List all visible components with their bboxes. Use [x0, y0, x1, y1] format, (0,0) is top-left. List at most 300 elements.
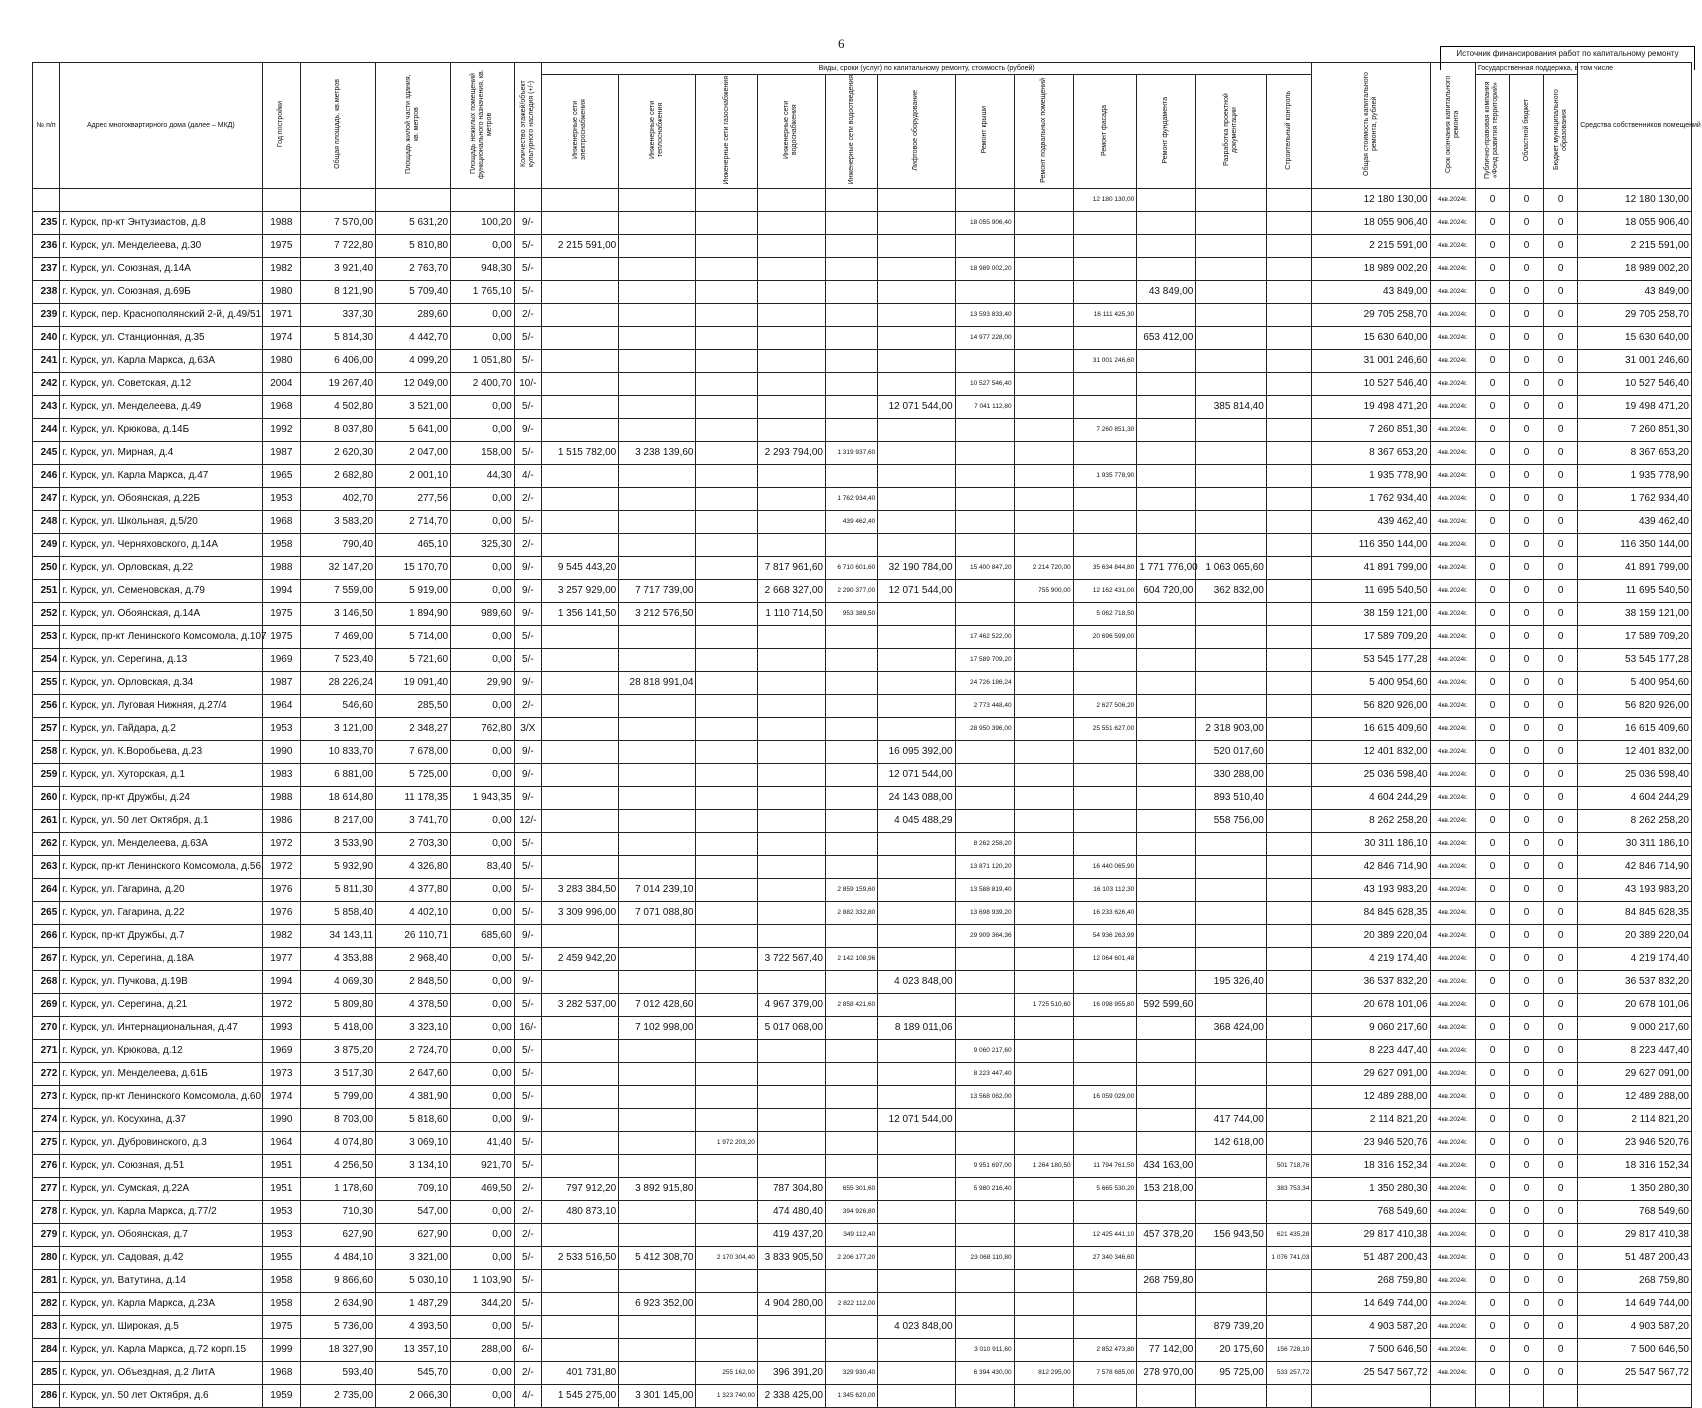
cell-design: 385 814,40 — [1196, 396, 1266, 419]
cell-nonres-area: 989,60 — [451, 603, 515, 626]
cell-living-area: 5 709,40 — [376, 281, 451, 304]
cell-basement — [1014, 212, 1073, 235]
cell-regional: 0 — [1510, 994, 1544, 1017]
cell-lift — [878, 442, 955, 465]
table-row — [33, 1224, 1692, 1247]
cell-municipal: 0 — [1544, 879, 1578, 902]
cell-heat — [619, 212, 696, 235]
cell-fund: 0 — [1475, 1339, 1509, 1362]
cell-regional: 0 — [1510, 189, 1544, 212]
cell-roof — [955, 810, 1014, 833]
cell-sewer — [826, 1040, 878, 1063]
cell-municipal: 0 — [1544, 925, 1578, 948]
cell-fund: 0 — [1475, 212, 1509, 235]
cell-municipal: 0 — [1544, 373, 1578, 396]
cell-nonres-area: 0,00 — [451, 419, 515, 442]
cell-total-area: 4 502,80 — [301, 396, 376, 419]
table-row — [33, 810, 1692, 833]
cell-lift — [878, 948, 955, 971]
cell-term: 4кв.2024г. — [1430, 1339, 1475, 1362]
cell-basement: 1 264 180,50 — [1014, 1155, 1073, 1178]
cell-year: 1968 — [262, 1362, 301, 1385]
cell-sewer — [826, 534, 878, 557]
cell-addr: г. Курск, ул. Черняховского, д.14А — [60, 534, 262, 557]
cell-foundation — [1137, 465, 1196, 488]
cell-term: 4кв.2024г. — [1430, 1155, 1475, 1178]
cell-addr: г. Курск, ул. Серегина, д.18А — [60, 948, 262, 971]
cell-total-cost: 12 489 288,00 — [1312, 1086, 1430, 1109]
cell-electro — [541, 695, 618, 718]
cell-gas — [696, 396, 757, 419]
cell-lift — [878, 511, 955, 534]
cell-term: 4кв.2024г. — [1430, 879, 1475, 902]
cell-living-area: 627,90 — [376, 1224, 451, 1247]
cell-living-area: 3 069,10 — [376, 1132, 451, 1155]
cell-lift — [878, 1293, 955, 1316]
cell-living-area: 15 170,70 — [376, 557, 451, 580]
cell-heat — [619, 1224, 696, 1247]
cell-heat — [619, 718, 696, 741]
cell-facade: 27 340 346,60 — [1073, 1247, 1137, 1270]
cell-electro — [541, 1339, 618, 1362]
cell-floors: 5/- — [514, 442, 541, 465]
cell-roof — [955, 1132, 1014, 1155]
cell-fund: 0 — [1475, 1178, 1509, 1201]
cell-fund: 0 — [1475, 948, 1509, 971]
cell-regional: 0 — [1510, 465, 1544, 488]
cell-no: 237 — [33, 258, 60, 281]
cell-design — [1196, 1155, 1266, 1178]
cell-roof: 13 871 120,20 — [955, 856, 1014, 879]
cell-total-cost: 12 401 832,00 — [1312, 741, 1430, 764]
cell-electro — [541, 764, 618, 787]
cell-fund: 0 — [1475, 1155, 1509, 1178]
cell-regional: 0 — [1510, 350, 1544, 373]
cell-design — [1196, 603, 1266, 626]
cell-addr: г. Курск, ул. Карла Маркса, д.63А — [60, 350, 262, 373]
cell-municipal: 0 — [1544, 1362, 1578, 1385]
cell-floors: 5/- — [514, 879, 541, 902]
cell-heat — [619, 810, 696, 833]
cell-design — [1196, 948, 1266, 971]
cell-owners: 12 401 832,00 — [1578, 741, 1692, 764]
cell-nonres-area: 29,90 — [451, 672, 515, 695]
cell-gas — [696, 1040, 757, 1063]
cell-lift — [878, 1040, 955, 1063]
cell-regional: 0 — [1510, 1224, 1544, 1247]
cell-facade — [1073, 833, 1137, 856]
cell-heat: 6 923 352,00 — [619, 1293, 696, 1316]
cell-total-cost: 41 891 799,00 — [1312, 557, 1430, 580]
cell-design — [1196, 1247, 1266, 1270]
cell-regional — [1510, 1385, 1544, 1408]
cell-floors: 2/- — [514, 1362, 541, 1385]
cell-living-area: 2 714,70 — [376, 511, 451, 534]
cell-year: 2004 — [262, 373, 301, 396]
cell-roof — [955, 1109, 1014, 1132]
cell-no: 248 — [33, 511, 60, 534]
cell-fund: 0 — [1475, 1362, 1509, 1385]
header-address: Адрес многоквартирного дома (далее – МКД) — [60, 63, 262, 189]
cell-no: 283 — [33, 1316, 60, 1339]
cell-facade — [1073, 373, 1137, 396]
cell-heat — [619, 373, 696, 396]
cell-water — [757, 1316, 825, 1339]
cell-facade: 5 665 530,20 — [1073, 1178, 1137, 1201]
cell-lift: 12 071 544,00 — [878, 1109, 955, 1132]
cell-total-cost: 11 695 540,50 — [1312, 580, 1430, 603]
cell-term: 4кв.2024г. — [1430, 580, 1475, 603]
cell-floors: 5/- — [514, 1063, 541, 1086]
cell-total-area: 7 523,40 — [301, 649, 376, 672]
cell-control — [1266, 994, 1312, 1017]
cell-facade — [1073, 1270, 1137, 1293]
cell-water — [757, 1155, 825, 1178]
cell-basement: 755 900,00 — [1014, 580, 1073, 603]
cell-roof: 29 909 364,36 — [955, 925, 1014, 948]
cell-control — [1266, 810, 1312, 833]
cell-sewer — [826, 718, 878, 741]
cell-addr: г. Курск, ул. Союзная, д.51 — [60, 1155, 262, 1178]
cell-total-cost: 25 036 598,40 — [1312, 764, 1430, 787]
cell-water — [757, 649, 825, 672]
cell-nonres-area: 0,00 — [451, 1201, 515, 1224]
cell-electro — [541, 488, 618, 511]
cell-gas — [696, 442, 757, 465]
cell-term: 4кв.2024г. — [1430, 350, 1475, 373]
cell-term: 4кв.2024г. — [1430, 419, 1475, 442]
cell-regional: 0 — [1510, 649, 1544, 672]
cell-floors: 5/- — [514, 327, 541, 350]
cell-owners: 4 903 587,20 — [1578, 1316, 1692, 1339]
cell-sewer — [826, 925, 878, 948]
cell-lift — [878, 235, 955, 258]
table-row — [33, 281, 1692, 304]
cell-living-area: 4 378,50 — [376, 994, 451, 1017]
cell-electro — [541, 1155, 618, 1178]
cell-lift — [878, 994, 955, 1017]
cell-floors: 2/- — [514, 488, 541, 511]
cell-term: 4кв.2024г. — [1430, 373, 1475, 396]
cell-design: 20 175,60 — [1196, 1339, 1266, 1362]
cell-roof — [955, 971, 1014, 994]
cell-heat: 7 012 428,60 — [619, 994, 696, 1017]
cell-floors: 12/- — [514, 810, 541, 833]
table-row — [33, 419, 1692, 442]
cell-total-area: 3 533,90 — [301, 833, 376, 856]
cell-addr: г. Курск, ул. Менделеева, д.30 — [60, 235, 262, 258]
cell-facade: 5 062 718,50 — [1073, 603, 1137, 626]
cell-nonres-area: 0,00 — [451, 695, 515, 718]
cell-nonres-area: 0,00 — [451, 1385, 515, 1408]
cell-owners — [1578, 1385, 1692, 1408]
cell-heat — [619, 327, 696, 350]
cell-sewer: 394 926,80 — [826, 1201, 878, 1224]
cell-facade — [1073, 1063, 1137, 1086]
cell-sewer — [826, 626, 878, 649]
cell-nonres-area: 0,00 — [451, 488, 515, 511]
cell-municipal: 0 — [1544, 718, 1578, 741]
cell-water — [757, 419, 825, 442]
cell-water — [757, 971, 825, 994]
cell-regional: 0 — [1510, 281, 1544, 304]
cell-year: 1958 — [262, 1270, 301, 1293]
cell-owners: 10 527 546,40 — [1578, 373, 1692, 396]
cell-design — [1196, 672, 1266, 695]
table-row — [33, 235, 1692, 258]
cell-nonres-area: 0,00 — [451, 1109, 515, 1132]
cell-owners: 18 316 152,34 — [1578, 1155, 1692, 1178]
cell-facade: 1 935 778,90 — [1073, 465, 1137, 488]
cell-lift: 4 045 488,29 — [878, 810, 955, 833]
cell-no: 279 — [33, 1224, 60, 1247]
cell-gas — [696, 695, 757, 718]
cell-basement — [1014, 603, 1073, 626]
cell-electro — [541, 1109, 618, 1132]
cell-gas — [696, 1109, 757, 1132]
cell-facade — [1073, 1293, 1137, 1316]
cell-total-area: 34 143,11 — [301, 925, 376, 948]
cell-roof — [955, 1385, 1014, 1408]
cell-addr: г. Курск, ул. Гагарина, д.22 — [60, 902, 262, 925]
cell-total-cost: 7 260 851,30 — [1312, 419, 1430, 442]
cell-regional: 0 — [1510, 1362, 1544, 1385]
cell-total-cost: 4 219 174,40 — [1312, 948, 1430, 971]
cell-lift — [878, 672, 955, 695]
cell-fund: 0 — [1475, 534, 1509, 557]
cell-control — [1266, 1132, 1312, 1155]
cell-total-area: 4 069,30 — [301, 971, 376, 994]
table-row — [33, 327, 1692, 350]
cell-total-area: 3 121,00 — [301, 718, 376, 741]
cell-basement — [1014, 1017, 1073, 1040]
cell-nonres-area: 0,00 — [451, 1224, 515, 1247]
cell-roof: 28 950 396,00 — [955, 718, 1014, 741]
cell-living-area: 1 894,90 — [376, 603, 451, 626]
table-row — [33, 672, 1692, 695]
cell-facade — [1073, 212, 1137, 235]
cell-living-area: 4 442,70 — [376, 327, 451, 350]
cell-owners: 5 400 954,60 — [1578, 672, 1692, 695]
cell-roof — [955, 442, 1014, 465]
cell-basement — [1014, 810, 1073, 833]
cell-control: 383 753,34 — [1266, 1178, 1312, 1201]
cell-nonres-area: 0,00 — [451, 1040, 515, 1063]
table-row-carryover — [33, 189, 1692, 212]
cell-sewer — [826, 373, 878, 396]
cell-addr: г. Курск, ул. Дубровинского, д.3 — [60, 1132, 262, 1155]
cell-electro — [541, 465, 618, 488]
cell-term — [1430, 1385, 1475, 1408]
cell-addr: г. Курск, пер. Краснополянский 2-й, д.49/51 — [60, 304, 262, 327]
cell-term: 4кв.2024г. — [1430, 787, 1475, 810]
cell-living-area: 5 810,80 — [376, 235, 451, 258]
cell-total-area: 1 178,60 — [301, 1178, 376, 1201]
cell-basement — [1014, 419, 1073, 442]
cell-floors: 2/- — [514, 1201, 541, 1224]
cell-nonres-area: 0,00 — [451, 626, 515, 649]
cell-lift — [878, 1063, 955, 1086]
cell-nonres-area: 948,30 — [451, 258, 515, 281]
cell-total-cost: 2 114 821,20 — [1312, 1109, 1430, 1132]
cell-fund: 0 — [1475, 1316, 1509, 1339]
cell-control — [1266, 488, 1312, 511]
cell-control — [1266, 419, 1312, 442]
cell-design — [1196, 534, 1266, 557]
cell-year: 1980 — [262, 281, 301, 304]
cell-term: 4кв.2024г. — [1430, 1293, 1475, 1316]
cell-facade: 12 425 441,10 — [1073, 1224, 1137, 1247]
cell-nonres-area: 0,00 — [451, 1063, 515, 1086]
cell-sewer — [826, 1339, 878, 1362]
cell-heat: 3 212 576,50 — [619, 603, 696, 626]
cell-total-area: 5 799,00 — [301, 1086, 376, 1109]
cell-fund: 0 — [1475, 350, 1509, 373]
funding-sources-header: Источник финансирования работ по капитальному ремонту — [1440, 46, 1695, 70]
cell-regional: 0 — [1510, 396, 1544, 419]
cell-electro: 1 515 782,00 — [541, 442, 618, 465]
cell-year: 1992 — [262, 419, 301, 442]
table-row — [33, 741, 1692, 764]
cell-gas — [696, 1270, 757, 1293]
cell-term: 4кв.2024г. — [1430, 189, 1475, 212]
table-row — [33, 1316, 1692, 1339]
cell-design — [1196, 1270, 1266, 1293]
cell-no: 243 — [33, 396, 60, 419]
cell-total-cost: 14 649 744,00 — [1312, 1293, 1430, 1316]
cell-no: 249 — [33, 534, 60, 557]
cell-year: 1969 — [262, 649, 301, 672]
table-row — [33, 1155, 1692, 1178]
cell-roof: 3 010 911,60 — [955, 1339, 1014, 1362]
cell-water — [757, 856, 825, 879]
cell-foundation — [1137, 1017, 1196, 1040]
cell-fund: 0 — [1475, 1063, 1509, 1086]
cell-term: 4кв.2024г. — [1430, 557, 1475, 580]
cell-heat — [619, 1270, 696, 1293]
table-row — [33, 718, 1692, 741]
cell-water — [757, 1339, 825, 1362]
cell-nonres-area: 2 400,70 — [451, 373, 515, 396]
cell-fund: 0 — [1475, 1109, 1509, 1132]
cell-gas — [696, 1316, 757, 1339]
cell-year: 1973 — [262, 1063, 301, 1086]
cell-addr: г. Курск, ул. Станционная, д.35 — [60, 327, 262, 350]
cell-living-area: 1 487,29 — [376, 1293, 451, 1316]
cell-total-cost: 29 705 258,70 — [1312, 304, 1430, 327]
cell-lift: 12 071 544,00 — [878, 396, 955, 419]
cell-sewer — [826, 741, 878, 764]
cell-term: 4кв.2024г. — [1430, 971, 1475, 994]
cell-year: 1959 — [262, 1385, 301, 1408]
cell-electro — [541, 350, 618, 373]
cell-foundation: 457 378,20 — [1137, 1224, 1196, 1247]
cell-addr: г. Курск, ул. Школьная, д.5/20 — [60, 511, 262, 534]
cell-term: 4кв.2024г. — [1430, 488, 1475, 511]
cell-owners: 18 055 906,40 — [1578, 212, 1692, 235]
cell-total-cost: 12 180 130,00 — [1312, 189, 1430, 212]
cell-basement — [1014, 1385, 1073, 1408]
cell-foundation: 592 599,60 — [1137, 994, 1196, 1017]
cell-basement — [1014, 1270, 1073, 1293]
cell-sewer — [826, 764, 878, 787]
cell-foundation — [1137, 1201, 1196, 1224]
cell-foundation — [1137, 718, 1196, 741]
cell-total-area: 5 811,30 — [301, 879, 376, 902]
cell-foundation — [1137, 1086, 1196, 1109]
cell-owners: 38 159 121,00 — [1578, 603, 1692, 626]
cell-sewer — [826, 419, 878, 442]
cell-sewer — [826, 787, 878, 810]
capital-repair-register-table — [32, 62, 1701, 1408]
cell-control — [1266, 787, 1312, 810]
cell-sewer — [826, 304, 878, 327]
cell-floors: 5/- — [514, 1247, 541, 1270]
cell-nonres-area: 0,00 — [451, 810, 515, 833]
cell-year: 1974 — [262, 327, 301, 350]
header-water: Инженерные сети водоснабжения — [757, 75, 825, 189]
cell-foundation — [1137, 672, 1196, 695]
table-row — [33, 534, 1692, 557]
cell-municipal: 0 — [1544, 1086, 1578, 1109]
cell-total-cost: 268 759,80 — [1312, 1270, 1430, 1293]
cell-year: 1974 — [262, 1086, 301, 1109]
cell-gas — [696, 672, 757, 695]
cell-term: 4кв.2024г. — [1430, 1063, 1475, 1086]
cell-fund: 0 — [1475, 971, 1509, 994]
cell-owners: 51 487 200,43 — [1578, 1247, 1692, 1270]
cell-control — [1266, 1063, 1312, 1086]
table-row — [33, 1201, 1692, 1224]
cell-total-area: 8 121,90 — [301, 281, 376, 304]
cell-design — [1196, 419, 1266, 442]
cell-year: 1980 — [262, 350, 301, 373]
cell-no: 251 — [33, 580, 60, 603]
cell-year: 1988 — [262, 557, 301, 580]
cell-roof — [955, 488, 1014, 511]
cell-foundation — [1137, 856, 1196, 879]
cell-foundation — [1137, 442, 1196, 465]
cell-addr: г. Курск, ул. К.Воробьева, д.23 — [60, 741, 262, 764]
cell-floors: 10/- — [514, 373, 541, 396]
cell-no: 275 — [33, 1132, 60, 1155]
cell-regional: 0 — [1510, 373, 1544, 396]
cell-total-area: 9 866,60 — [301, 1270, 376, 1293]
header-year: Год постройки — [262, 63, 301, 189]
cell-term: 4кв.2024г. — [1430, 672, 1475, 695]
cell-total-area: 4 256,50 — [301, 1155, 376, 1178]
cell-owners: 19 498 471,20 — [1578, 396, 1692, 419]
cell-lift — [878, 1339, 955, 1362]
cell-floors: 9/- — [514, 971, 541, 994]
cell-addr: г. Курск, ул. Сумская, д.22А — [60, 1178, 262, 1201]
cell-no: 258 — [33, 741, 60, 764]
cell-heat — [619, 1109, 696, 1132]
cell-floors: 5/- — [514, 511, 541, 534]
cell-floors: 2/- — [514, 695, 541, 718]
cell-foundation — [1137, 373, 1196, 396]
cell-gas — [696, 580, 757, 603]
cell-total-cost: 2 215 591,00 — [1312, 235, 1430, 258]
cell-design: 95 725,00 — [1196, 1362, 1266, 1385]
cell-owners: 768 549,60 — [1578, 1201, 1692, 1224]
cell-municipal: 0 — [1544, 212, 1578, 235]
cell-owners: 116 350 144,00 — [1578, 534, 1692, 557]
cell-owners: 18 989 002,20 — [1578, 258, 1692, 281]
cell-total-cost: 23 946 520,76 — [1312, 1132, 1430, 1155]
header-roof: Ремонт крыши — [955, 75, 1014, 189]
cell-roof: 6 394 430,00 — [955, 1362, 1014, 1385]
